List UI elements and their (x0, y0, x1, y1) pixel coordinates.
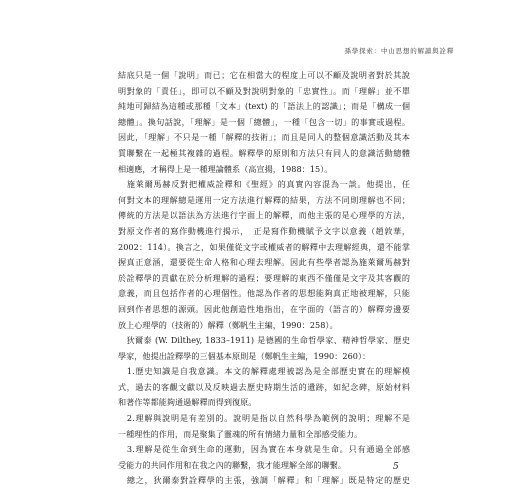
text-line: 總體」。換句話說，「理解」是一個「總體」，一種「包含一切」的事實或過程。 (118, 116, 410, 127)
text-line: 總之，狄爾泰對詮釋學的主張，強調「解釋」和「理解」既是特定的歷史 (118, 475, 410, 486)
text-line: 和著作等都能夠通過解釋而得到復原。 (118, 397, 257, 408)
page-number: 5 (393, 462, 399, 472)
body-text (118, 68, 410, 489)
text-line: 狄爾泰 (W. Dilthey, 1833–1911) 是德國的生命哲學家、精神哲學家、歷史 (118, 335, 410, 346)
text-line: 回到作者思想的源頭。因此他創造性地指出，在字面的（語言的）解釋旁邊要 (118, 303, 410, 314)
text-line: 結底只是一個「說明」而已；它在相當大的程度上可以不顧及說明者對於其說 (118, 70, 410, 80)
text-line: 握真正意涵，還要從生命人格和心理去理解。因此有些學者認為施萊爾馬赫對 (118, 257, 410, 268)
text-line: 純地可歸結為這種或那種「文本」(text) 的「語法上的認識」；而是「構成一個 (118, 101, 410, 112)
text-line: 施萊爾馬赫反對把權威詮釋和《聖經》的真實內容混為一談。他提出，任 (118, 179, 410, 190)
text-line: 2.理解與說明是有差別的。說明是指以自然科學為範例的說明；理解不是 (118, 413, 410, 424)
text-line: 式，過去的客觀文獻以及反映過去歷史時期生活的遺跡，如紀念碑，原始材料 (118, 381, 410, 392)
text-line: 因此，「理解」不只是一種「解釋的技術」；而且是同人的整個意識活動及其本 (118, 132, 410, 143)
running-header: 孫學探索：中山思想的解讀與詮釋 (344, 47, 454, 55)
text-line: 一種理性的作用，而是聚集了靈魂的所有情緒力量和全部感受能力。 (118, 428, 363, 439)
text-line: 傳統的方法是以語法為方法進行字面上的解釋，而他主張的是心理學的方法， (118, 210, 410, 221)
text-line: 於詮釋學的貢獻在於分析理解的過程；要理解的東西不僅僅是文字及其客觀的 (118, 272, 410, 283)
text-line: 放上心理學的（技術的）解釋（鄭帆生主編，1990：258）。 (118, 319, 338, 330)
text-line: 何對文本的理解總是運用一定方法進行解釋的結果，方法不同則理解也不同； (118, 194, 410, 205)
text-line: 學家，他提出詮釋學的三個基本原則是（鄭帆生主編，1990：260）： (118, 350, 371, 361)
text-line: 2002：114）。換言之，如果僅從文字或權威者的解釋中去理解經典，還不能掌 (118, 241, 410, 252)
text-line: 對原文作者的寫作動機進行揭示， 正是寫作動機賦予文字以意義（趙敦華， (118, 225, 410, 236)
text-line: 質聯繫在一起極其複雜的過程。解釋學的原則和方法只有同人的意識活動總體 (118, 147, 410, 158)
text-line: 明對象的「責任」，即可以不顧及對說明對象的「忠實性」。而「理解」並不單 (118, 85, 410, 96)
text-line: 意義，而且包括作者的心理個性。他認為作者的思想能夠真正地被理解，只能 (118, 288, 410, 299)
text-line: 3.理解是從生命到生命的運動，因為實在本身就是生命。只有通過全部感 (118, 444, 410, 455)
text-line: 相適應，才稱得上是一種理論體系（高宣揚，1988：15）。 (118, 163, 333, 174)
text-line: 1.歷史知識是自我意識。本文的解釋處理被認為是全部歷史實在的理解模 (118, 366, 410, 377)
text-line: 受能力的共同作用和在我之內的聯繫，我才能理解全部的聯繫。 (118, 459, 347, 470)
